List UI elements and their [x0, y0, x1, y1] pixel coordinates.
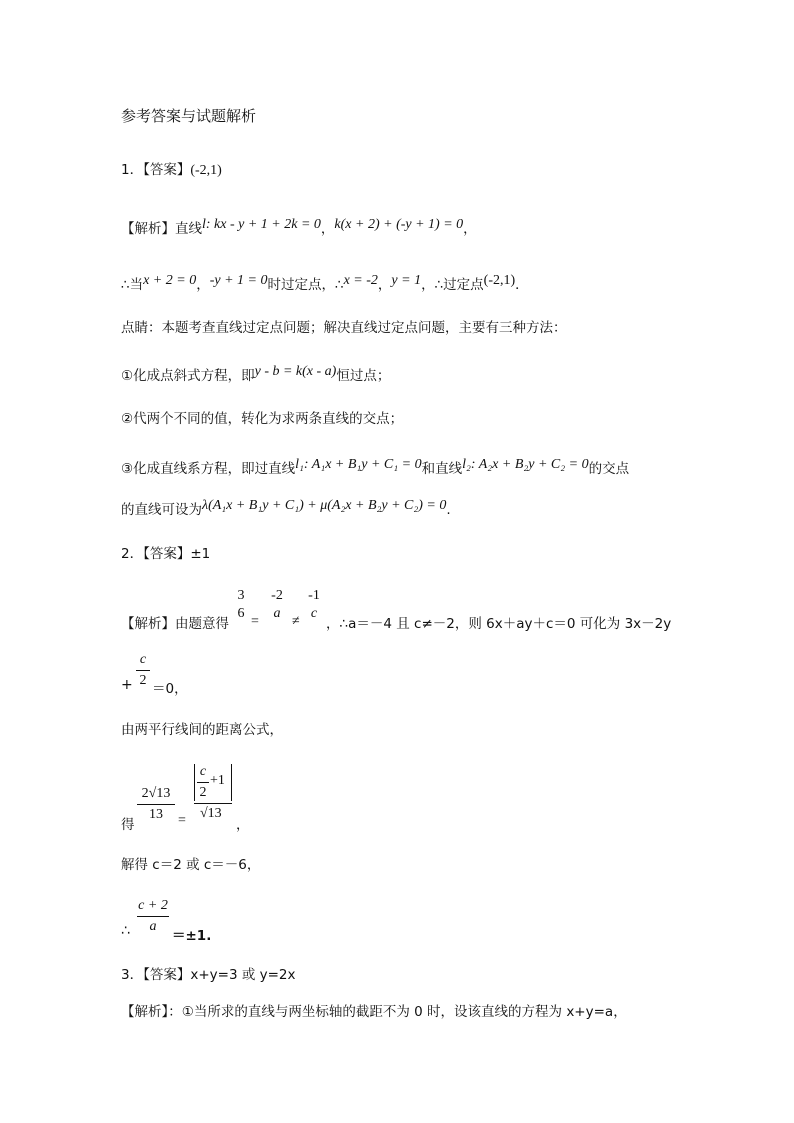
text: ∴当 [121, 277, 144, 293]
fraction-neg1-c [304, 588, 324, 622]
q1-answer [121, 160, 222, 181]
q1-comment: 点睛：本题考查直线过定点问题；解决直线过定点问题，主要有三种方法： [121, 320, 567, 336]
numerator: 2√13 [141, 786, 171, 801]
solve-result: 解得 c＝2 或 c＝－6， [121, 857, 261, 873]
equals-sign: = [251, 614, 259, 629]
q2-derivation-text: ，∴a＝－4 且 c≠－2，则 6x＋ay＋c＝0 可化为 3x－2y [326, 616, 672, 632]
equation-x-value: x = -2 [343, 273, 378, 288]
q3-answer-label: 3．【答案】 [121, 967, 191, 983]
q1-comma-2: ， [463, 221, 477, 237]
text: ． [515, 277, 529, 293]
text: 由题意得 [175, 616, 229, 632]
equals-zero: ＝0， [152, 681, 188, 697]
denominator: c [310, 606, 318, 621]
q1-answer-label: 1．【答案】 [121, 162, 191, 178]
q1-analysis-line [121, 219, 477, 240]
equation-y-value: y = 1 [391, 273, 422, 288]
q1-line-equation: l: kx - y + 1 + 2k = 0 [202, 217, 321, 232]
not-equal-sign: ≠ [292, 614, 300, 629]
q2-answer [121, 544, 210, 564]
sqrt13-denominator: √13 [200, 806, 222, 821]
distance-formula-text: 由两平行线间的距离公式， [121, 722, 283, 738]
line-l1-equation: l₁: A₁x + B₁y + C₁ = 0 [295, 457, 422, 472]
q1-analysis-label: 【解析】 [121, 221, 175, 237]
text: . [446, 502, 451, 518]
q1-factored-equation: k(x + 2) + (-y + 1) = 0 [334, 217, 464, 232]
text: 恒过点； [336, 368, 391, 384]
equation-x-plus-2: x + 2 = 0 [143, 273, 197, 288]
q3-answer [121, 965, 296, 985]
q3-analysis-label: 【解析】 [121, 1004, 169, 1020]
numerator: c [139, 652, 147, 667]
text: ， [196, 277, 210, 293]
fraction-neg2-a [265, 588, 289, 622]
denominator: 13 [149, 807, 163, 822]
text: ， [377, 277, 392, 293]
fraction-c-2-inner [197, 764, 209, 801]
plus-sign: + [121, 677, 133, 693]
text: 和直线 [421, 461, 463, 477]
text: ， [236, 817, 250, 833]
numerator: 3 [237, 588, 245, 603]
q2-answer-label: 2．【答案】 [121, 546, 191, 562]
text: ，∴过定点 [421, 277, 484, 293]
fraction-3-6 [234, 588, 248, 622]
text: 得 [121, 817, 135, 833]
text: ①化成点斜式方程，即 [121, 368, 255, 384]
text: 的交点 [588, 461, 630, 477]
q2-answer-value: ±1 [190, 546, 211, 562]
q1-comma: ， [320, 221, 335, 237]
plus-one: +1 [210, 773, 225, 788]
equals-sign: = [178, 813, 186, 828]
page-title: 参考答案与试题解析 [121, 107, 257, 125]
denominator: 2 [139, 673, 147, 688]
denominator: a [149, 919, 157, 934]
point-slope-equation: y - b = k(x - a) [254, 364, 337, 379]
line-system-equation: λ(A₁x + B₁y + C₁) + μ(A₂x + B₂y + C₂) = 0 [202, 498, 447, 513]
q3-analysis-text: ：①当所求的直线与两坐标轴的截距不为 0 时，设该直线的方程为 x+y=a， [168, 1004, 627, 1020]
q3-analysis [121, 1002, 627, 1022]
denominator: a [273, 606, 281, 621]
q1-analysis-text: 直线 [175, 221, 202, 237]
therefore-sign: ∴ [121, 923, 130, 939]
fixed-point: (-2,1) [483, 273, 516, 288]
q3-answer-value: x+y=3 或 y=2x [190, 967, 296, 983]
q2-analysis-label-group [121, 614, 229, 634]
method-1 [121, 366, 390, 387]
q2-result: ＝±1. [172, 928, 212, 944]
main-fraction-bar [194, 803, 232, 804]
numerator: c + 2 [138, 898, 168, 913]
line-l2-equation: l₂: A₂x + B₂y + C₂ = 0 [462, 457, 589, 472]
method-3 [121, 459, 629, 480]
equation-neg-y-plus-1: -y + 1 = 0 [209, 273, 268, 288]
numerator: c [199, 764, 207, 779]
absolute-value [194, 764, 232, 801]
fraction-2sqrt13-13 [137, 786, 175, 823]
method-3-continued [121, 500, 451, 521]
text: 时过定点，∴ [267, 277, 344, 293]
denominator: 2 [199, 785, 207, 800]
q1-fixed-point-line [121, 275, 529, 296]
denominator: 6 [237, 606, 245, 621]
fraction-c-plus-2-over-a [137, 898, 169, 935]
method-2: ②代两个不同的值，转化为求两条直线的交点； [121, 411, 404, 427]
text: 的直线可设为 [121, 502, 202, 518]
fraction-c-2 [136, 652, 150, 689]
numerator: -2 [271, 588, 283, 603]
q2-analysis-label: 【解析】 [121, 616, 175, 632]
text: ③化成直线系方程，即过直线 [121, 461, 296, 477]
q1-answer-value: (-2,1) [190, 163, 222, 178]
numerator: -1 [308, 588, 320, 603]
